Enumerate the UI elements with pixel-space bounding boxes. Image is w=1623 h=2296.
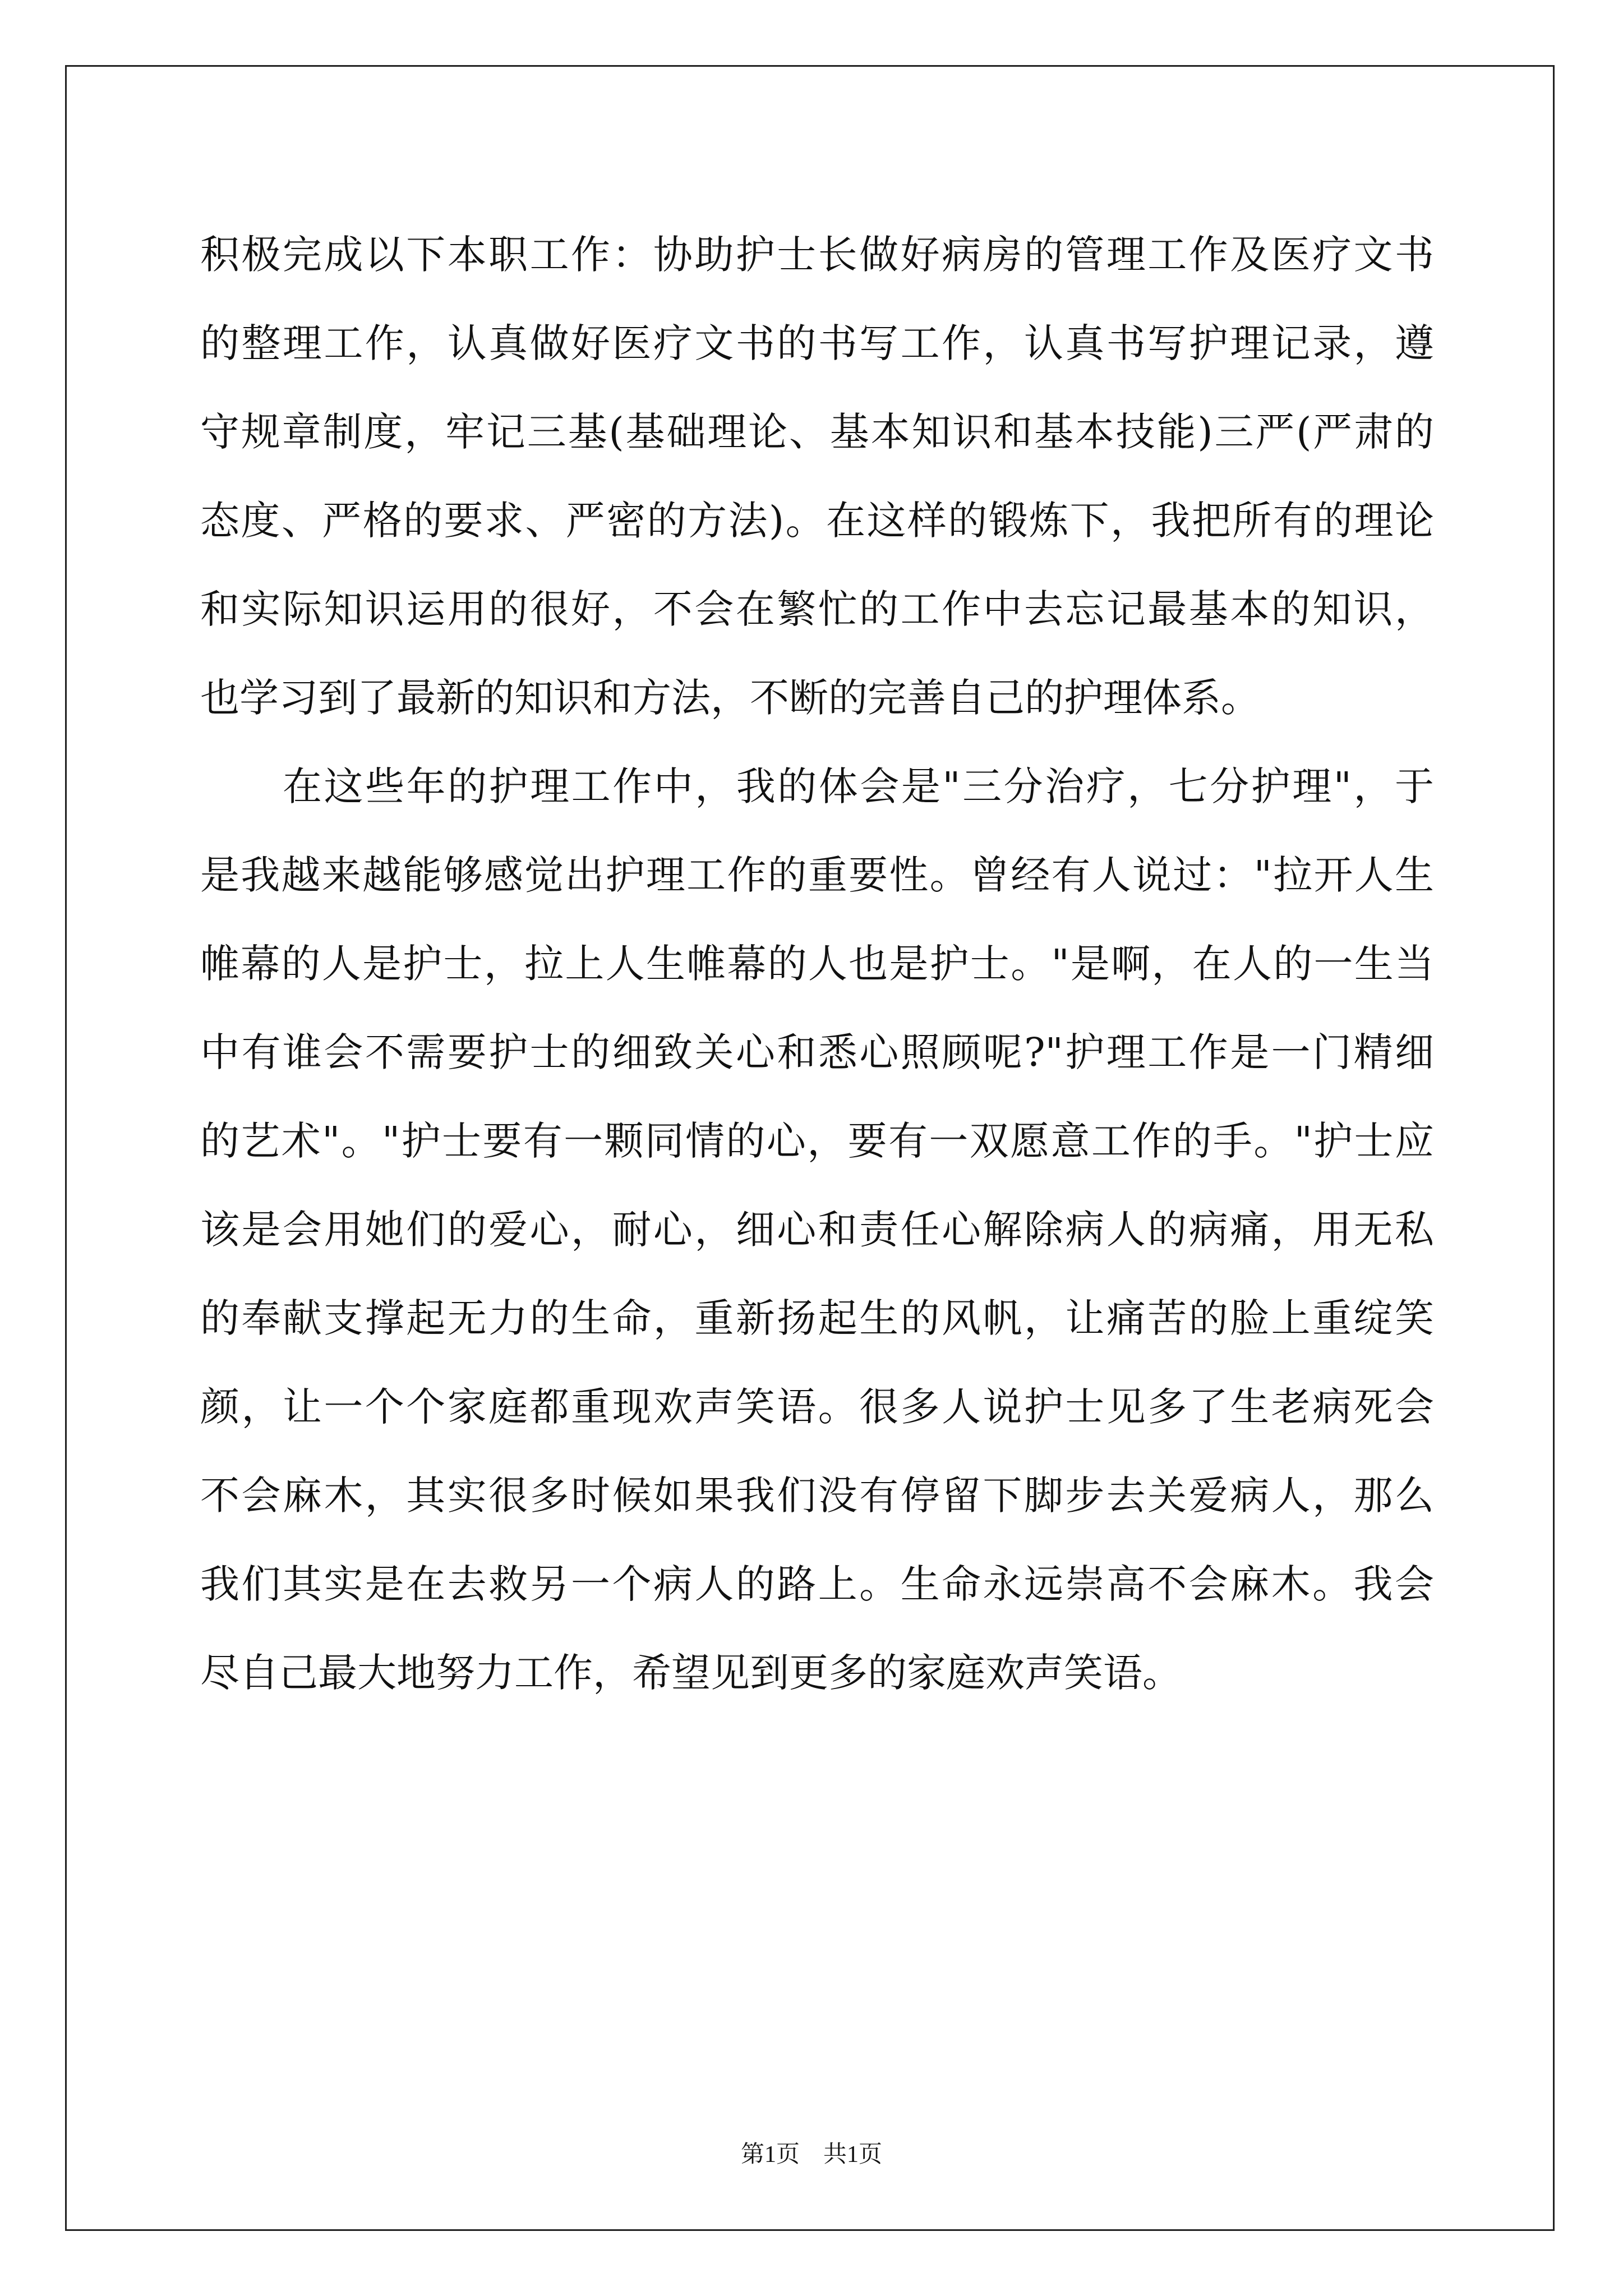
text-line: 颜，让一个个家庭都重现欢声笑语。很多人说护士见多了生老病死会 [200, 1384, 1434, 1430]
text-line: 尽自己最大地努力工作，希望见到更多的家庭欢声笑语。 [200, 1650, 1182, 1696]
text-line: 我们其实是在去救另一个病人的路上。生命永远崇高不会麻木。我会 [200, 1561, 1434, 1607]
text-line: 是我越来越能够感觉出护理工作的重要性。曾经有人说过："拉开人生 [200, 852, 1434, 898]
text-line: 中有谁会不需要护士的细致关心和悉心照顾呢?"护理工作是一门精细 [200, 1029, 1434, 1075]
text-line: 该是会用她们的爱心，耐心，细心和责任心解除病人的病痛，用无私 [200, 1207, 1434, 1253]
text-line: 帷幕的人是护士，拉上人生帷幕的人也是护士。"是啊，在人的一生当 [200, 941, 1434, 987]
text-line: 不会麻木，其实很多时候如果我们没有停留下脚步去关爱病人，那么 [200, 1473, 1434, 1519]
text-line: 积极完成以下本职工作：协助护士长做好病房的管理工作及医疗文书 [200, 232, 1434, 278]
text-line: 也学习到了最新的知识和方法，不断的完善自己的护理体系。 [200, 675, 1260, 721]
text-line: 的艺术"。"护士要有一颗同情的心，要有一双愿意工作的手。"护士应 [200, 1118, 1434, 1164]
text-line: 的整理工作，认真做好医疗文书的书写工作，认真书写护理记录，遵 [200, 320, 1434, 366]
page-number: 第1页 共1页 [740, 2142, 882, 2168]
text-line: 守规章制度，牢记三基(基础理论、基本知识和基本技能)三严(严肃的 [200, 409, 1434, 455]
text-line: 的奉献支撑起无力的生命，重新扬起生的风帆，让痛苦的脸上重绽笑 [200, 1295, 1434, 1341]
text-line: 和实际知识运用的很好，不会在繁忙的工作中去忘记最基本的知识， [200, 586, 1434, 632]
text-line: 在这些年的护理工作中，我的体会是"三分治疗，七分护理"，于 [200, 763, 1434, 809]
document-body [200, 210, 1434, 1717]
text-line: 态度、严格的要求、严密的方法)。在这样的锻炼下，我把所有的理论 [200, 498, 1434, 544]
